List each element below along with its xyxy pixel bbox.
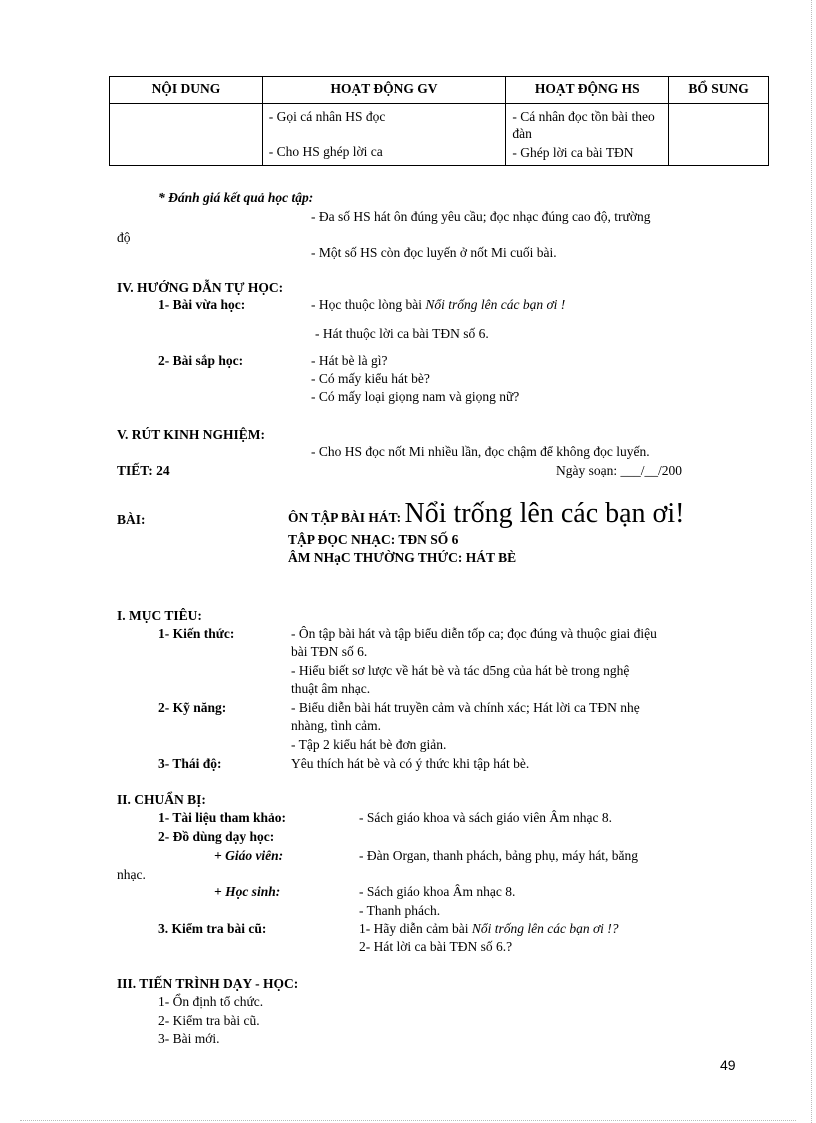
experience-heading: V. RÚT KINH NGHIỆM:: [117, 427, 266, 442]
assessment-line-1-cont: độ: [117, 230, 131, 245]
process-step-1: 1- Ổn định tổ chức.: [158, 994, 264, 1009]
assessment-line-2: - Một số HS còn đọc luyến ở nốt Mi cuối bài.: [311, 245, 557, 260]
skills-label: 2- Kỹ năng:: [158, 700, 227, 715]
student-line-2: - Thanh phách.: [359, 903, 441, 918]
page-number: 49: [720, 1057, 736, 1073]
header-bo-sung: BỔ SUNG: [669, 77, 769, 104]
hs-line-1: - Cá nhân đọc tồn bài theo đàn: [512, 109, 655, 141]
skills-line-3: - Tập 2 kiểu hát bè đơn giản.: [291, 737, 447, 752]
tiet-label: TIẾT: 24: [117, 463, 170, 478]
cell-hs: [506, 104, 669, 166]
student-label: + Học sinh:: [214, 884, 281, 899]
lesson-table: [109, 76, 769, 166]
knowledge-line-3: - Hiểu biết sơ lược về hát bè và tác d5ng của hát bè trong nghệ: [291, 663, 630, 678]
knowledge-line-2: bài TĐN số 6.: [291, 644, 368, 659]
guide-item2-line-2: - Có mấy kiểu hát bè?: [311, 371, 430, 386]
guide-item2-line-1: - Hát bè là gì?: [311, 353, 388, 368]
guide-heading: IV. HƯỚNG DẪN TỰ HỌC:: [117, 280, 284, 295]
check-label: 3. Kiểm tra bài cũ:: [158, 921, 267, 936]
skills-line-2: nhàng, tình cảm.: [291, 718, 381, 733]
guide-item2-line-3: - Có mấy loại giọng nam và giọng nữ?: [311, 389, 520, 404]
check-q1-song: Nổi trống lên các bạn ơi !?: [471, 921, 619, 936]
hs-line-2: - Ghép lời ca bài TĐN: [512, 145, 634, 160]
objectives-heading: I. MỤC TIÊU:: [117, 608, 202, 623]
lesson-title-prefix: ÔN TẬP BÀI HÁT:: [288, 510, 405, 525]
guide-item1-line1: [311, 297, 565, 313]
gv-line-2: - Cho HS ghép lời ca: [268, 144, 383, 159]
lesson-title-song: Nổi trống lên các bạn ơi!: [404, 498, 685, 529]
page-border-bottom: [20, 1120, 796, 1121]
lesson-line-2: TẬP ĐỌC NHẠC: TĐN SỐ 6: [288, 532, 459, 547]
teacher-label: + Giáo viên:: [214, 848, 284, 863]
prep-heading: II. CHUẨN BỊ:: [117, 792, 206, 807]
ref-value: - Sách giáo khoa và sách giáo viên Âm nhạc 8.: [359, 810, 613, 825]
ref-label: 1- Tài liệu tham khảo:: [158, 810, 287, 825]
lesson-line-3: ÂM NHạC THƯỜNG THỨC: HÁT BÈ: [288, 550, 517, 565]
knowledge-label: 1- Kiến thức:: [158, 626, 235, 641]
bai-label: BÀI:: [117, 512, 146, 527]
knowledge-line-4: thuật âm nhạc.: [291, 681, 371, 696]
guide-item1-label: 1- Bài vừa học:: [158, 297, 246, 312]
guide-item1-prefix: - Học thuộc lòng bài: [311, 297, 426, 312]
check-q1: [359, 921, 619, 937]
assessment-line-1: - Đa số HS hát ôn đúng yêu cầu; đọc nhạc đúng cao độ, trường: [311, 209, 651, 224]
process-step-2: 2- Kiểm tra bài cũ.: [158, 1013, 260, 1028]
knowledge-line-1: - Ôn tập bài hát và tập biểu diễn tốp ca; đọc đúng và thuộc giai điệu: [291, 626, 657, 641]
assessment-title: * Đánh giá kết quả học tập:: [158, 190, 314, 205]
experience-line: - Cho HS đọc nốt Mi nhiều lần, đọc chậm để không đọc luyến.: [311, 444, 650, 459]
attitude-line: Yêu thích hát bè và có ý thức khi tập hát bè.: [291, 756, 530, 771]
teacher-cont: nhạc.: [117, 867, 146, 882]
guide-item1-line2: - Hát thuộc lời ca bài TĐN số 6.: [315, 326, 489, 341]
guide-item1-song: Nổi trống lên các bạn ơi !: [425, 297, 566, 312]
header-noi-dung: NỘI DUNG: [110, 77, 263, 104]
header-hoat-dong-gv: HOẠT ĐỘNG GV: [262, 77, 506, 104]
check-q2: 2- Hát lời ca bài TĐN số 6.?: [359, 939, 513, 954]
guide-item2-label: 2- Bài sắp học:: [158, 353, 244, 368]
cell-noi-dung: [110, 104, 263, 166]
gv-line-1: - Gọi cá nhân HS đọc: [268, 109, 386, 124]
process-heading: III. TIẾN TRÌNH DẠY - HỌC:: [117, 976, 299, 991]
process-step-3: 3- Bài mới.: [158, 1031, 220, 1046]
attitude-label: 3- Thái độ:: [158, 756, 222, 771]
tools-label: 2- Đồ dùng dạy học:: [158, 829, 275, 844]
check-q1-prefix: 1- Hãy diễn cảm bài: [359, 921, 472, 936]
cell-bo-sung: [669, 104, 769, 166]
lesson-title: [288, 498, 684, 530]
page-border-right: [811, 0, 812, 1123]
skills-line-1: - Biểu diễn bài hát truyền cảm và chính xác; Hát lời ca TĐN nhẹ: [291, 700, 640, 715]
teacher-value: - Đàn Organ, thanh phách, bảng phụ, máy hát, băng: [359, 848, 639, 863]
student-line-1: - Sách giáo khoa Âm nhạc 8.: [359, 884, 516, 899]
date-label: Ngày soạn: ___/__/200: [556, 463, 682, 478]
cell-gv: [262, 104, 506, 166]
header-hoat-dong-hs: HOẠT ĐỘNG HS: [506, 77, 669, 104]
